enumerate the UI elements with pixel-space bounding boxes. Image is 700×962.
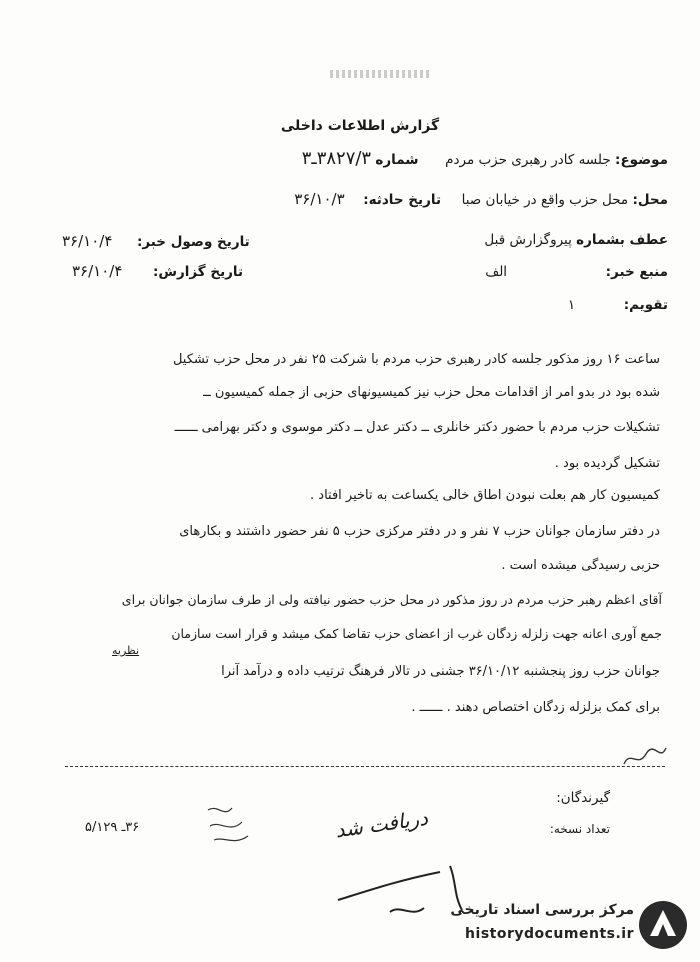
number-label: شماره	[375, 152, 419, 168]
body-line: کمیسیون کار هم بعلت نبودن اطاق خالی یکساعت به تاخیر افتاد .	[310, 488, 660, 503]
header-stamp-smudge	[330, 70, 430, 78]
watermark-url: historydocuments.ir	[465, 926, 634, 942]
section-divider	[65, 766, 665, 767]
report-date-field	[72, 262, 243, 280]
body-line: تشکیلات حزب مردم با حضور دکتر خانلری ــ دکتر عدل ــ دکتر موسوی و دکتر بهرامی ــــــ	[174, 420, 660, 435]
source-value: الف	[485, 264, 508, 280]
rating-value: ۱	[567, 297, 576, 313]
body-line: جمع آوری اعانه جهت زلزله زدگان غرب از اعضای حزب تقاضا کمک میشد و قرار است سازمان	[171, 626, 662, 641]
rating-field	[568, 297, 668, 313]
watermark-title: مرکز بررسی اسناد تاریخی	[450, 902, 634, 918]
corner-mark	[620, 742, 670, 772]
reference-value: پیروگزارش قبل	[484, 232, 572, 248]
subject-value: جلسه کادر رهبری حزب مردم	[445, 152, 611, 168]
place-field	[294, 190, 668, 208]
reference-field	[484, 232, 668, 248]
recipients-label: گیرندگان:	[556, 790, 610, 806]
report-date-label: تاریخ گزارش:	[152, 264, 244, 280]
source-label: منبع خبر:	[605, 264, 668, 280]
event-date-value: ۳۶/۱۰/۳	[294, 190, 345, 208]
body-line: شده بود در بدو امر از اقدامات محل حزب نیز کمیسیونهای حزبی از جمله کمیسیون ــ	[203, 385, 660, 400]
number-value: ۳۸۲۷/۳ـ۳	[301, 148, 372, 169]
receipt-date-label: تاریخ وصول خبر:	[136, 234, 250, 250]
subject-field	[302, 148, 668, 169]
subject-label: موضوع:	[615, 152, 668, 168]
body-line: حزبی رسیدگی میشده است .	[501, 558, 660, 573]
report-title: گزارش اطلاعات داخلی	[280, 118, 440, 134]
source-field	[485, 264, 668, 280]
body-line: برای کمک بزلزله زدگان اختصاص دهند . ــــــ .	[411, 700, 660, 715]
handwritten-signature: دریافت شد	[333, 805, 430, 843]
archive-watermark	[395, 896, 690, 954]
place-value: محل حزب واقع در خیابان صبا	[461, 192, 629, 208]
rating-label: تقویم:	[623, 297, 668, 313]
body-line: ساعت ۱۶ روز مذکور جلسه کادر رهبری حزب مردم با شرکت ۲۵ نفر در محل حزب تشکیل	[172, 352, 660, 367]
body-line: آقای اعظم رهبر حزب مردم در روز مذکور در محل حزب حضور نیافته ولی از طرف سازمان جوانان برای	[121, 592, 662, 607]
receipt-date-field	[62, 232, 250, 250]
archive-logo-icon	[636, 896, 690, 954]
event-date-label: تاریخ حادثه:	[363, 192, 442, 208]
body-line: تشکیل گردیده بود .	[554, 456, 660, 471]
file-code: ۳۶ـ ۵/۱۲۹	[85, 820, 140, 835]
place-label: محل:	[632, 192, 668, 208]
body-line: در دفتر سازمان جوانان حزب ۷ نفر و در دفتر مرکزی حزب ۵ نفر حضور داشتند و بکارهای	[179, 524, 660, 539]
reference-label: عطف بشماره	[576, 232, 668, 248]
receipt-date-value: ۳۶/۱۰/۴	[62, 232, 113, 250]
copies-label: تعداد نسخه:	[549, 822, 610, 836]
correction-note: نظریه	[112, 644, 140, 657]
body-line: جوانان حزب روز پنجشنبه ۳۶/۱۰/۱۲ جشنی در تالار فرهنگ ترتیب داده و درآمد آنرا	[221, 664, 660, 679]
handwritten-date-scribble	[200, 800, 260, 850]
report-date-value: ۳۶/۱۰/۴	[72, 262, 123, 280]
